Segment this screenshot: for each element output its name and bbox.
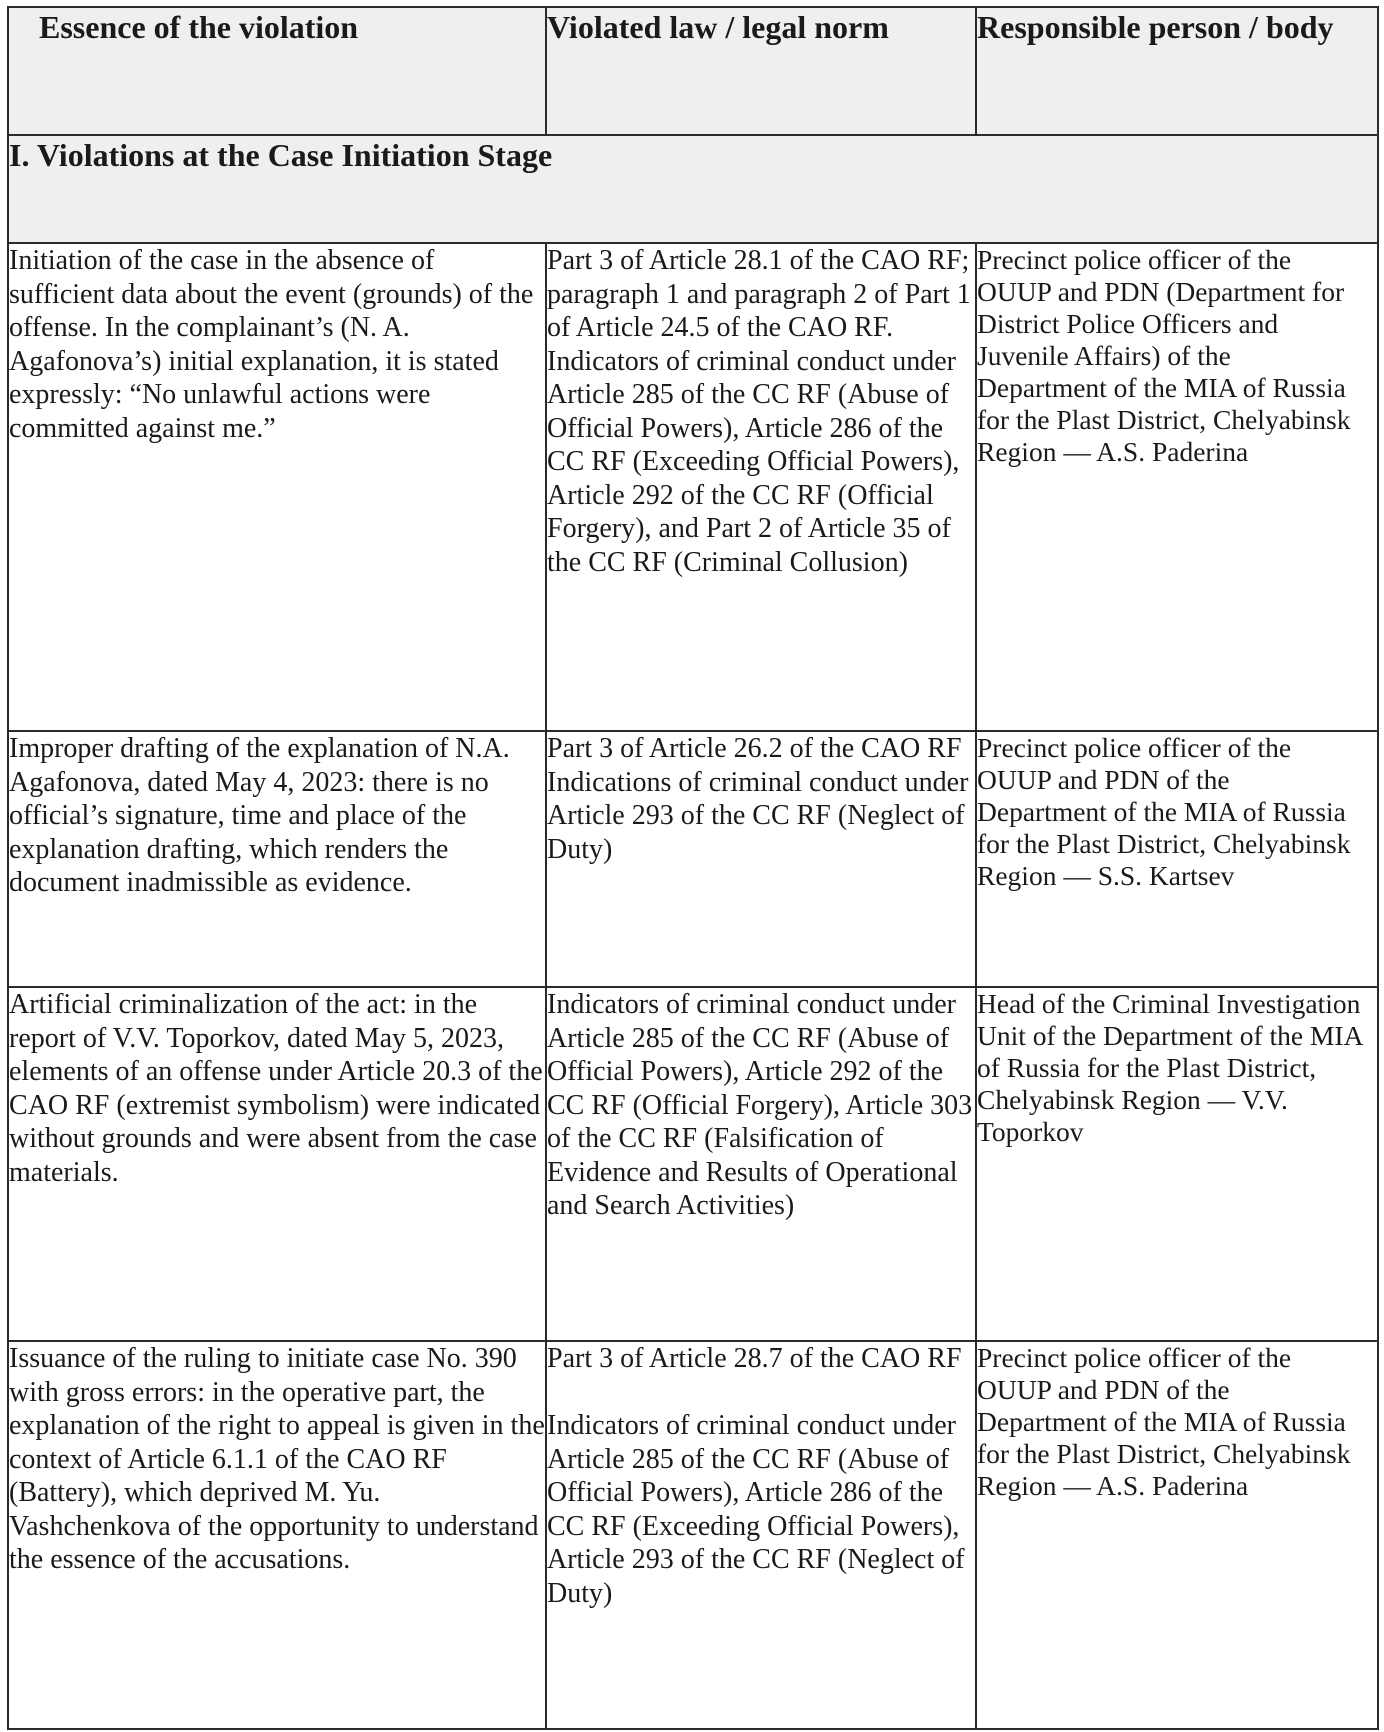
table-row <box>8 987 1378 1341</box>
essence-text: Initiation of the case in the absence of sufficient data about the event (grounds) of the offense. In the complainant’s (N. A. Agafonova’s) initial explanation, it is stated expressly: “No unlawful actions were committed against me.” <box>9 245 534 444</box>
table-row <box>8 243 1378 731</box>
law-text: Indicators of criminal conduct under Article 285 of the CC RF (Abuse of Official Powers), Article 292 of the CC RF (Official Forgery), Article 303 of the CC RF (Falsification of Evidence and Results of Operational and Search Activities) <box>547 989 973 1221</box>
law-text: Part 3 of Article 28.7 of the CAO RF <box>547 1343 962 1374</box>
section-title: I. Violations at the Case Initiation Stage <box>8 135 1378 243</box>
cell-essence <box>8 1341 546 1729</box>
cell-essence <box>8 731 546 987</box>
table-row <box>8 731 1378 987</box>
cell-essence <box>8 987 546 1341</box>
table-header-row <box>8 7 1378 135</box>
responsible-text: Precinct police officer of the OUUP and PDN of the Department of the MIA of Russia for the Plast District, Chelyabinsk Region — A.S. Paderina <box>977 1342 1351 1501</box>
law-text: Part 3 of Article 26.2 of the CAO RF <box>547 733 962 764</box>
law-extra-text: Indicators of criminal conduct under Article 285 of the CC RF (Abuse of Official Powers), Article 286 of the CC RF (Exceeding Official Powers), Article 293 of the CC RF (Neglect of Duty) <box>547 1410 965 1609</box>
law-text: Part 3 of Article 28.1 of the CAO RF; paragraph 1 and paragraph 2 of Part 1 of Article 24.5 of the CAO RF. <box>547 245 971 343</box>
cell-responsible <box>976 731 1378 987</box>
header-violated-law: Violated law / legal norm <box>546 7 976 135</box>
header-essence: Essence of the violation <box>8 7 546 135</box>
header-responsible: Responsible person / body <box>976 7 1378 135</box>
responsible-text: Head of the Criminal Investigation Unit of the Department of the MIA of Russia for the Plast District, Chelyabinsk Region — V.V. Toporkov <box>977 988 1362 1147</box>
responsible-text: Precinct police officer of the OUUP and PDN (Department for District Police Officers and Juvenile Affairs) of the Department of the MIA of Russia for the Plast District, Chelyabinsk Region — A.S. Paderina <box>977 244 1351 467</box>
paragraph-gap <box>547 1376 975 1410</box>
essence-text: Improper drafting of the explanation of N.A. Agafonova, dated May 4, 2023: there is no official’s signature, time and place of the explanation drafting, which renders the document inadmissible as evidence. <box>9 733 510 898</box>
table-row <box>8 1341 1378 1729</box>
law-extra-text: Indications of criminal conduct under Article 293 of the CC RF (Neglect of Duty) <box>547 766 969 865</box>
cell-law <box>546 1341 976 1729</box>
cell-law <box>546 987 976 1341</box>
cell-law <box>546 731 976 987</box>
essence-text: Artificial criminalization of the act: in the report of V.V. Toporkov, dated May 5, 2023, elements of an offense under Article 20.3 of the CAO RF (extremist symbolism) were indicated without grounds and were absent from the case materials. <box>9 989 543 1188</box>
cell-essence <box>8 243 546 731</box>
cell-responsible <box>976 987 1378 1341</box>
cell-law <box>546 243 976 731</box>
law-extra-text: Indicators of criminal conduct under Article 285 of the CC RF (Abuse of Official Powers), Article 286 of the CC RF (Exceeding Official Powers), Article 292 of the CC RF (Official Forgery), and Part 2 of Article 35 of the CC RF (Criminal Collusion) <box>547 345 960 578</box>
violations-table <box>7 6 1379 1730</box>
cell-responsible <box>976 1341 1378 1729</box>
cell-responsible <box>976 243 1378 731</box>
essence-text: Issuance of the ruling to initiate case No. 390 with gross errors: in the operative part, the explanation of the right to appeal is given in the context of Article 6.1.1 of the CAO RF (Battery), which deprived M. Yu. Vashchenkova of the opportunity to understand the essence of the accusations. <box>9 1343 545 1575</box>
section-row <box>8 135 1378 243</box>
responsible-text: Precinct police officer of the OUUP and PDN of the Department of the MIA of Russia for the Plast District, Chelyabinsk Region — S.S. Kartsev <box>977 732 1351 891</box>
